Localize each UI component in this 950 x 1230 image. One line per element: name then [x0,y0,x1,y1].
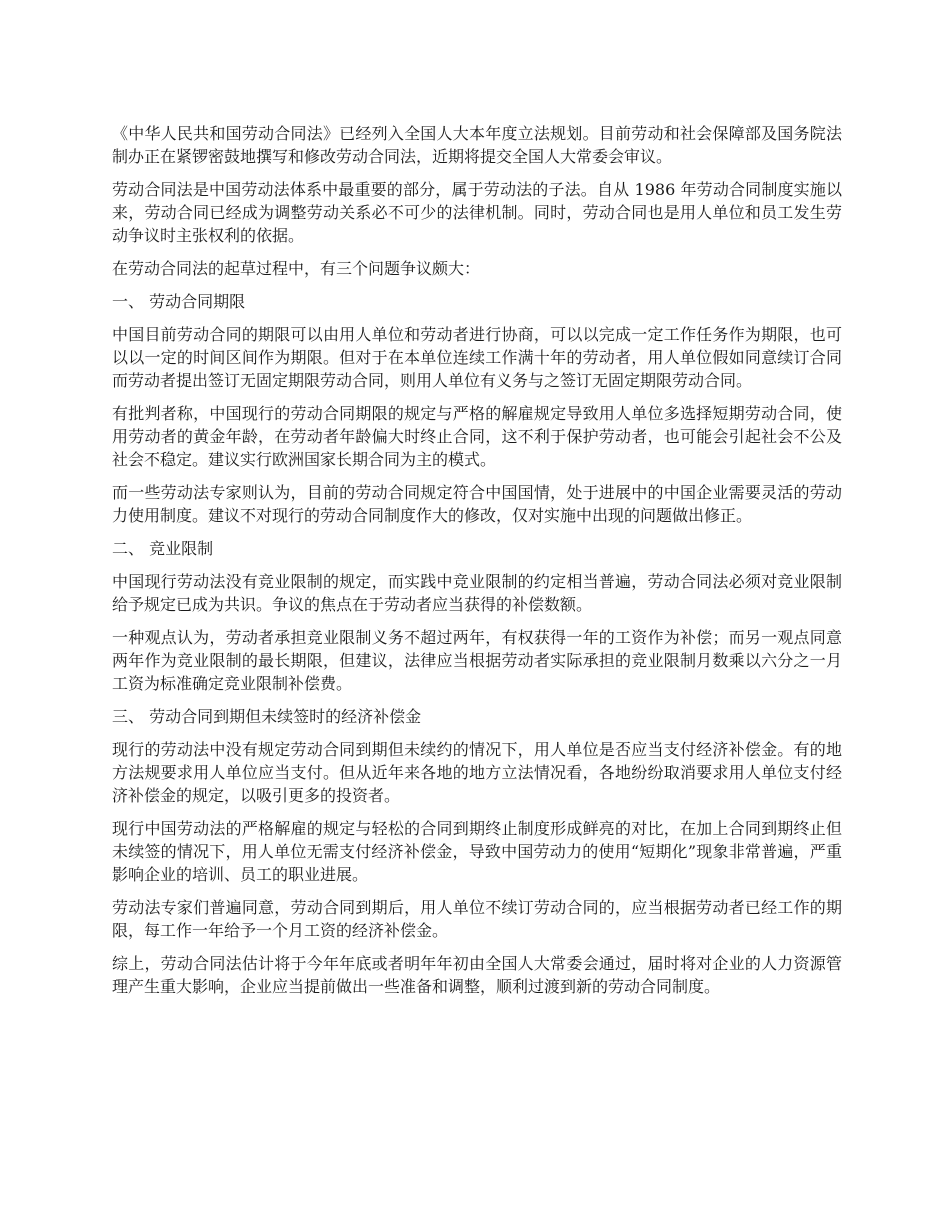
paragraph-severance-contrast: 现行中国劳动法的严格解雇的规定与轻松的合同到期终止制度形成鲜亮的对比，在加上合同到期终止但未续签的情况下，用人单位无需支付经济补偿金，导致中国劳动力的使用“短期化”现象非常普遍，严重影响企业的培训、员工的职业进展。 [112,819,842,884]
paragraph-non-compete-views: 一种观点认为，劳动者承担竞业限制义务不超过两年，有权获得一年的工资作为补偿；而另一观点同意两年作为竞业限制的最长期限，但建议，法律应当根据劳动者实际承担的竞业限制月数乘以六分之一月工资为标准确定竞业限制补偿费。 [112,628,842,693]
section-heading-severance: 三、 劳动合同到期但未续签时的经济补偿金 [112,707,422,726]
paragraph-labor-contract-law-role: 劳动合同法是中国劳动法体系中最重要的部分，属于劳动法的子法。自从 1986 年劳动合同制度实施以来，劳动合同已经成为调整劳动关系必不可少的法律机制。同时，劳动合同也是用人单位和员工发生劳动争议时主张权利的依据。 [112,180,842,245]
paragraph-severance-experts: 劳动法专家们普遍同意，劳动合同到期后，用人单位不续订劳动合同的，应当根据劳动者已经工作的期限，每工作一年给予一个月工资的经济补偿金。 [112,898,842,940]
section-heading-contract-term: 一、 劳动合同期限 [112,292,246,311]
paragraph-conclusion: 综上，劳动合同法估计将于今年年底或者明年年初由全国人大常委会通过，届时将对企业的人力资源管理产生重大影响，企业应当提前做出一些准备和调整，顺利过渡到新的劳动合同制度。 [112,954,842,996]
paragraph-contract-term-critics: 有批判者称，中国现行的劳动合同期限的规定与严格的解雇规定导致用人单位多选择短期劳动合同，使用劳动者的黄金年龄，在劳动者年龄偏大时终止合同，这不利于保护劳动者，也可能会引起社会不公及社会不稳定。建议实行欧洲国家长期合同为主的模式。 [112,404,842,469]
paragraph-non-compete-current: 中国现行劳动法没有竞业限制的规定，而实践中竞业限制的约定相当普遍，劳动合同法必须对竞业限制给予规定已成为共识。争议的焦点在于劳动者应当获得的补偿数额。 [112,572,842,614]
paragraph-three-issues: 在劳动合同法的起草过程中，有三个问题争议颇大： [112,259,481,278]
section-heading-non-compete: 二、 竞业限制 [112,539,214,558]
paragraph-intro-legislation: 《中华人民共和国劳动合同法》已经列入全国人大本年度立法规划。目前劳动和社会保障部及国务院法制办正在紧锣密鼓地撰写和修改劳动合同法，近期将提交全国人大常委会审议。 [112,124,842,166]
document-body [112,122,842,1008]
paragraph-contract-term-experts: 而一些劳动法专家则认为，目前的劳动合同规定符合中国国情，处于进展中的中国企业需要灵活的劳动力使用制度。建议不对现行的劳动合同制度作大的修改，仅对实施中出现的问题做出修正。 [112,483,842,525]
paragraph-contract-term-current: 中国目前劳动合同的期限可以由用人单位和劳动者进行协商，可以以完成一定工作任务作为期限，也可以以一定的时间区间作为期限。但对于在本单位连续工作满十年的劳动者，用人单位假如同意续订合同而劳动者提出签订无固定期限劳动合同，则用人单位有义务与之签订无固定期限劳动合同。 [112,325,842,390]
paragraph-severance-current: 现行的劳动法中没有规定劳动合同到期但未续约的情况下，用人单位是否应当支付经济补偿金。有的地方法规要求用人单位应当支付。但从近年来各地的地方立法情况看，各地纷纷取消要求用人单位支付经济补偿金的规定，以吸引更多的投资者。 [112,740,842,805]
